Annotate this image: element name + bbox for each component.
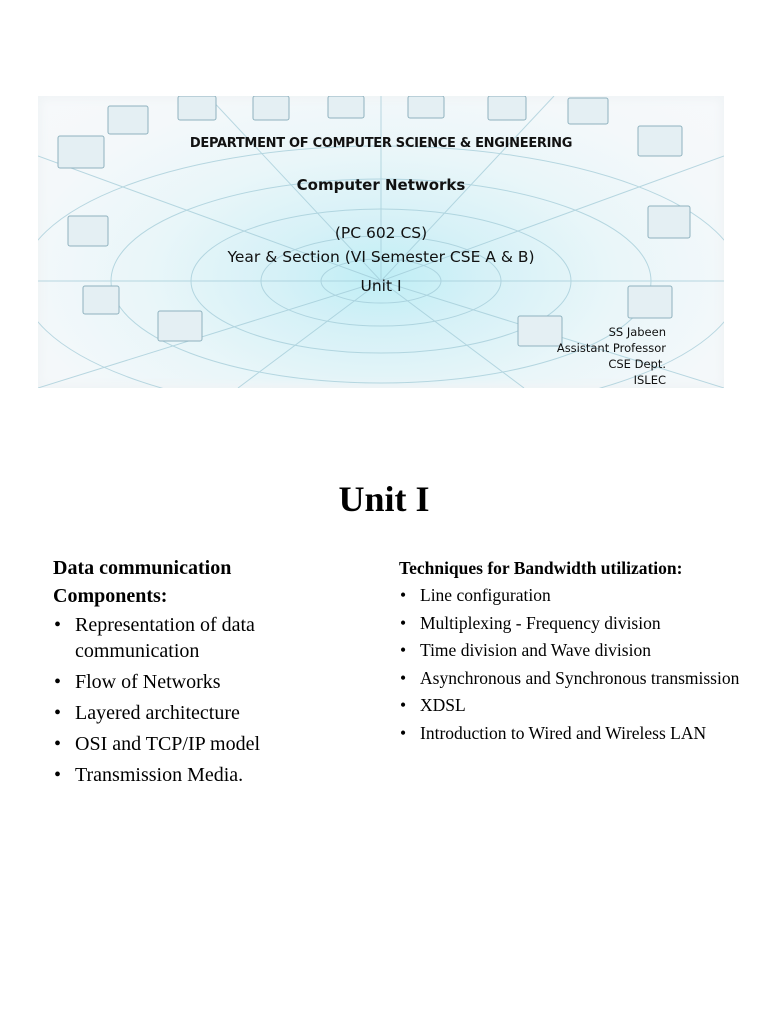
list-item: • Flow of Networks	[54, 671, 221, 693]
list-item: • OSI and TCP/IP model	[54, 733, 261, 755]
unit-slide-title: Unit I	[338, 479, 430, 519]
left-heading-line2: Components:	[53, 585, 168, 607]
title-slide	[38, 96, 724, 388]
bullet-icon: •	[400, 667, 407, 688]
left-column	[53, 554, 353, 793]
right-heading: Techniques for Bandwidth utilization:	[399, 558, 683, 578]
list-item: • Time division and Wave division	[400, 640, 651, 660]
list-item: • Introduction to Wired and Wireless LAN	[400, 722, 707, 743]
list-item: • XDSL	[400, 695, 466, 715]
author-block	[557, 324, 666, 388]
bullet-icon: •	[54, 733, 62, 755]
list-item: • Multiplexing - Frequency division	[400, 612, 661, 633]
year-section: Year & Section (VI Semester CSE A & B)	[227, 248, 535, 266]
author-institution: ISLEC	[633, 373, 666, 387]
department-title: DEPARTMENT OF COMPUTER SCIENCE & ENGINEERING	[189, 136, 573, 151]
author-department: CSE Dept.	[608, 357, 666, 371]
list-item: • Layered architecture	[54, 702, 240, 724]
bullet-icon: •	[400, 640, 407, 660]
author-designation: Assistant Professor	[556, 341, 666, 355]
unit-label: Unit I	[360, 277, 402, 295]
list-item: • Line configuration	[400, 585, 551, 605]
list-item: • Transmission Media.	[54, 764, 244, 786]
bullet-icon: •	[400, 612, 407, 633]
left-topic-list	[53, 612, 353, 788]
list-item: • Representation of data communication	[54, 614, 255, 662]
bullet-icon: •	[54, 671, 62, 693]
bullet-icon: •	[400, 585, 407, 605]
course-code: (PC 602 CS)	[334, 224, 428, 242]
bullet-icon: •	[400, 695, 407, 715]
author-name: SS Jabeen	[608, 325, 666, 339]
left-heading-line1: Data communication	[53, 557, 232, 579]
course-title: Computer Networks	[296, 176, 466, 194]
bullet-icon: •	[54, 702, 62, 724]
bullet-icon: •	[400, 722, 407, 743]
bullet-icon: •	[54, 614, 62, 636]
right-topic-list	[399, 583, 744, 745]
bullet-icon: •	[54, 764, 62, 786]
list-item: • Asynchronous and Synchronous transmission	[400, 667, 740, 688]
right-column	[399, 555, 744, 748]
